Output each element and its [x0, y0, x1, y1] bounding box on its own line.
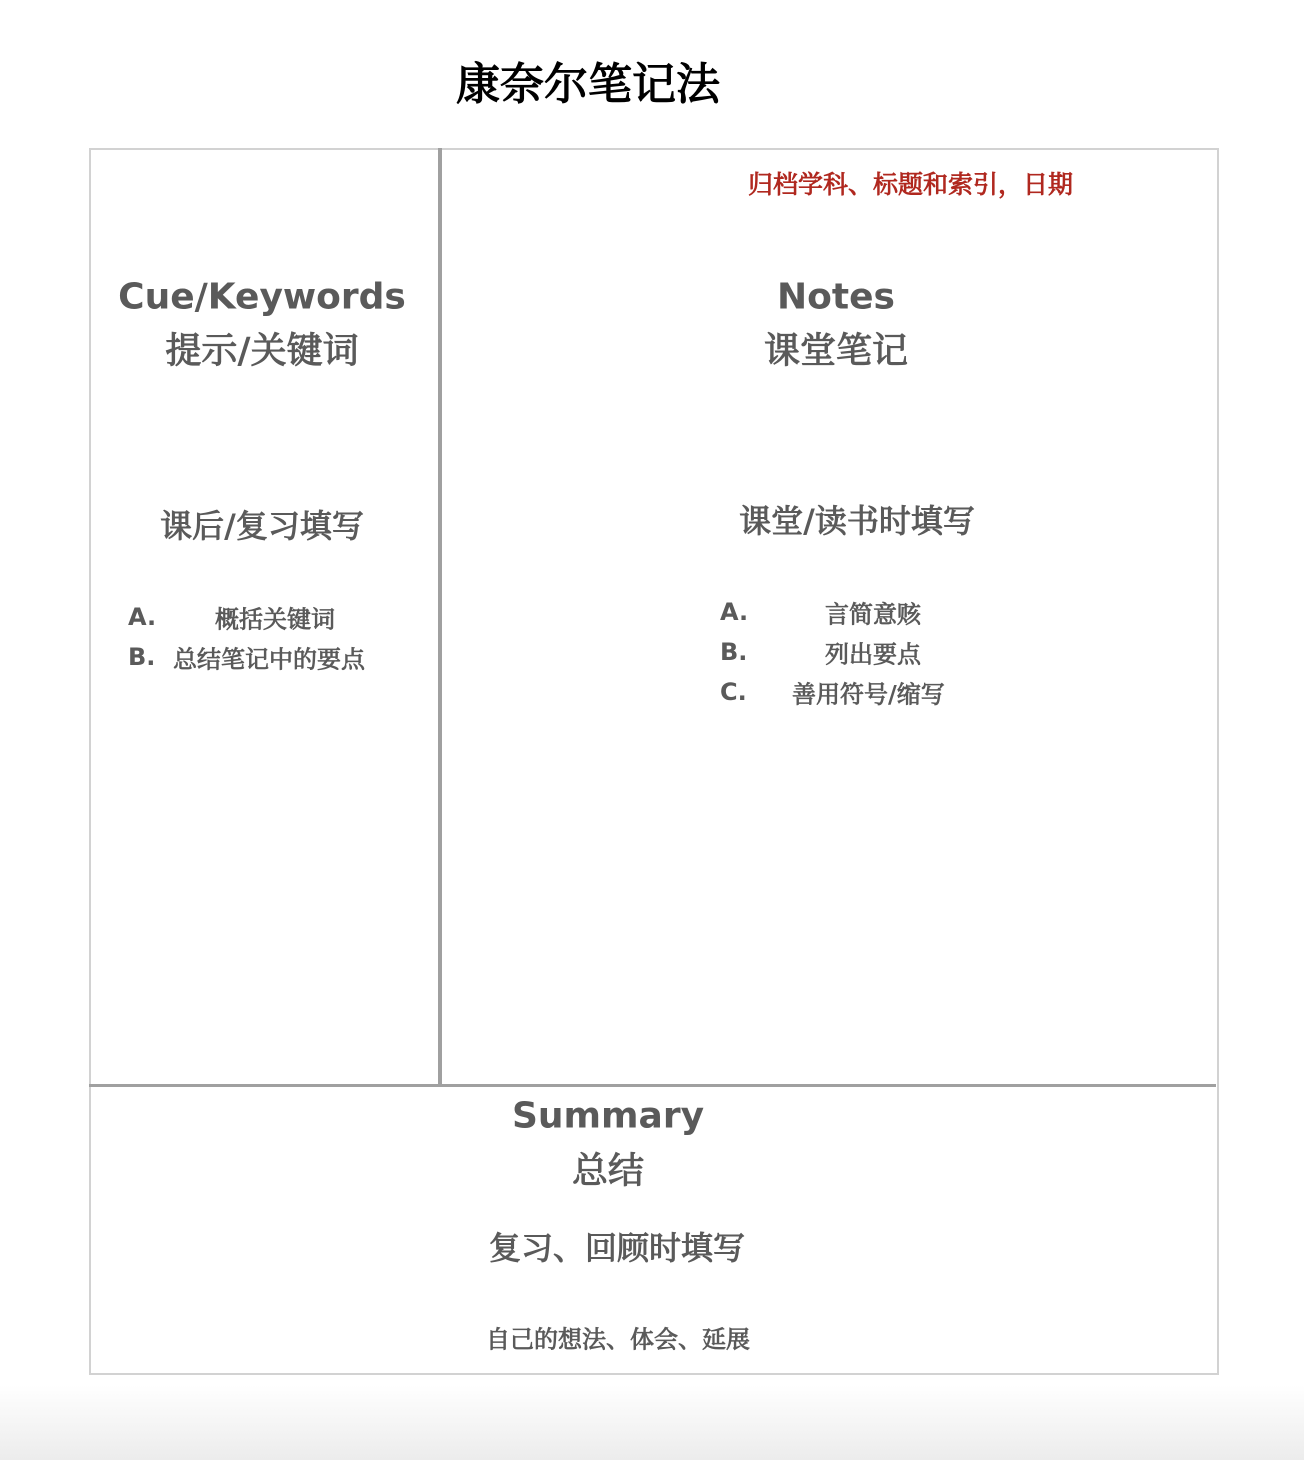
summary-detail: 自己的想法、体会、延展 [486, 1325, 750, 1354]
notes-when: 课堂/读书时填写 [739, 502, 975, 540]
notes-title-cn: 课堂笔记 [763, 330, 909, 372]
cue-title-cn: 提示/关键词 [165, 330, 359, 372]
summary-when: 复习、回顾时填写 [488, 1229, 746, 1267]
page-title: 康奈尔笔记法 [456, 59, 720, 110]
summary-title-cn: 总结 [571, 1150, 645, 1192]
cue-item-marker: B. [128, 643, 156, 671]
cue-title-en: Cue/Keywords [118, 276, 406, 318]
cue-notes-divider [438, 148, 442, 1087]
notes-item-text: 列出要点 [825, 640, 921, 669]
header-note: 归档学科、标题和索引，日期 [748, 170, 1074, 199]
notes-item-text: 善用符号/缩写 [792, 680, 945, 709]
notes-title-en: Notes [777, 276, 895, 318]
page-bottom-shadow [0, 1385, 1304, 1460]
cue-when: 课后/复习填写 [160, 507, 364, 545]
summary-divider [89, 1084, 1216, 1087]
notes-item-marker: A. [720, 598, 749, 626]
notes-item-text: 言简意赅 [825, 600, 921, 629]
notes-item-marker: C. [720, 678, 747, 706]
summary-title-en: Summary [511, 1095, 705, 1137]
notes-item-marker: B. [720, 638, 748, 666]
cue-item-marker: A. [128, 603, 157, 631]
cue-item-text: 概括关键词 [215, 605, 335, 634]
cue-item-text: 总结笔记中的要点 [173, 645, 365, 674]
